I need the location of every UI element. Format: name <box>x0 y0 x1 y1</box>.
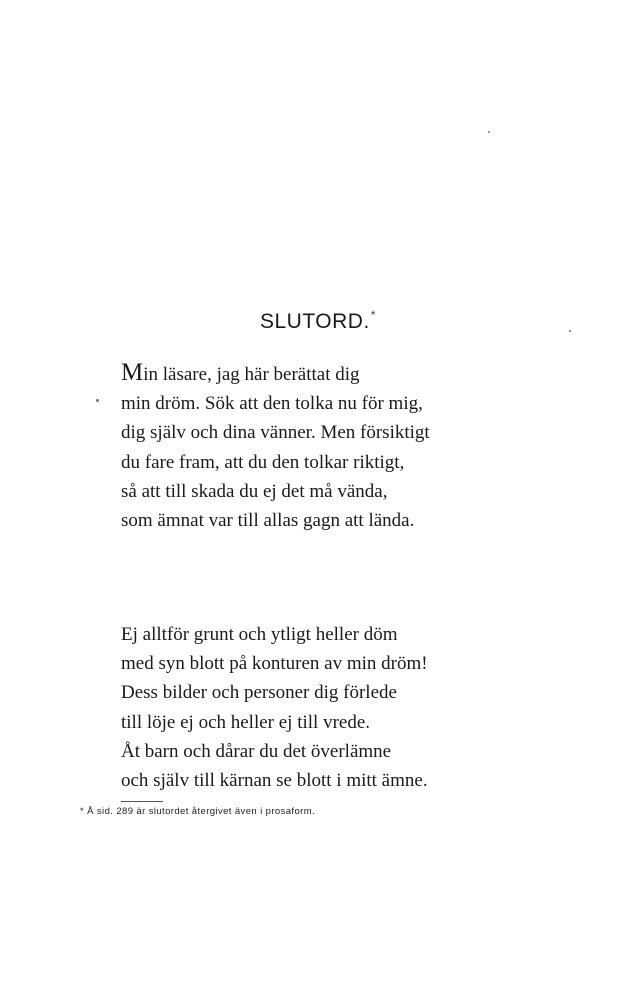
poem-line-text: in läsare, jag här berättat dig <box>143 364 360 385</box>
footnote-divider <box>121 801 163 802</box>
poem-line: min dröm. Sök att den tolka nu för mig, <box>121 393 423 415</box>
poem-line: dig själv och dina vänner. Men försiktigt <box>121 422 430 444</box>
paper-speck <box>488 131 490 133</box>
poem-line: Dess bilder och personer dig förlede <box>121 682 397 704</box>
poem-line: med syn blott på konturen av min dröm! <box>121 653 428 675</box>
poem-line: så att till skada du ej det må vända, <box>121 480 388 502</box>
poem-stanza-2 <box>121 620 428 795</box>
poem-line: du fare fram, att du den tolkar riktigt, <box>121 451 405 473</box>
poem-line: Åt barn och dårar du det överlämne <box>121 740 392 762</box>
paper-speck <box>569 330 571 332</box>
poem-line: Ej alltför grunt och ytligt heller döm <box>121 624 398 645</box>
paper-speck <box>96 399 99 402</box>
poem-stanza-1 <box>121 360 430 535</box>
poem-line <box>121 360 430 389</box>
footnote: * Å sid. 289 är slutordet återgivet även i prosaform. <box>80 806 316 817</box>
page-title <box>0 310 636 334</box>
footnote-marker: * <box>370 308 376 322</box>
title-text: SLUTORD. <box>260 310 370 333</box>
poem-line: och själv till kärnan se blott i mitt ämne. <box>121 770 428 792</box>
poem-line: som ämnat var till allas gagn att lända. <box>121 510 415 532</box>
initial-letter: M <box>121 359 144 386</box>
poem-line: till löje ej och heller ej till vrede. <box>121 711 371 733</box>
